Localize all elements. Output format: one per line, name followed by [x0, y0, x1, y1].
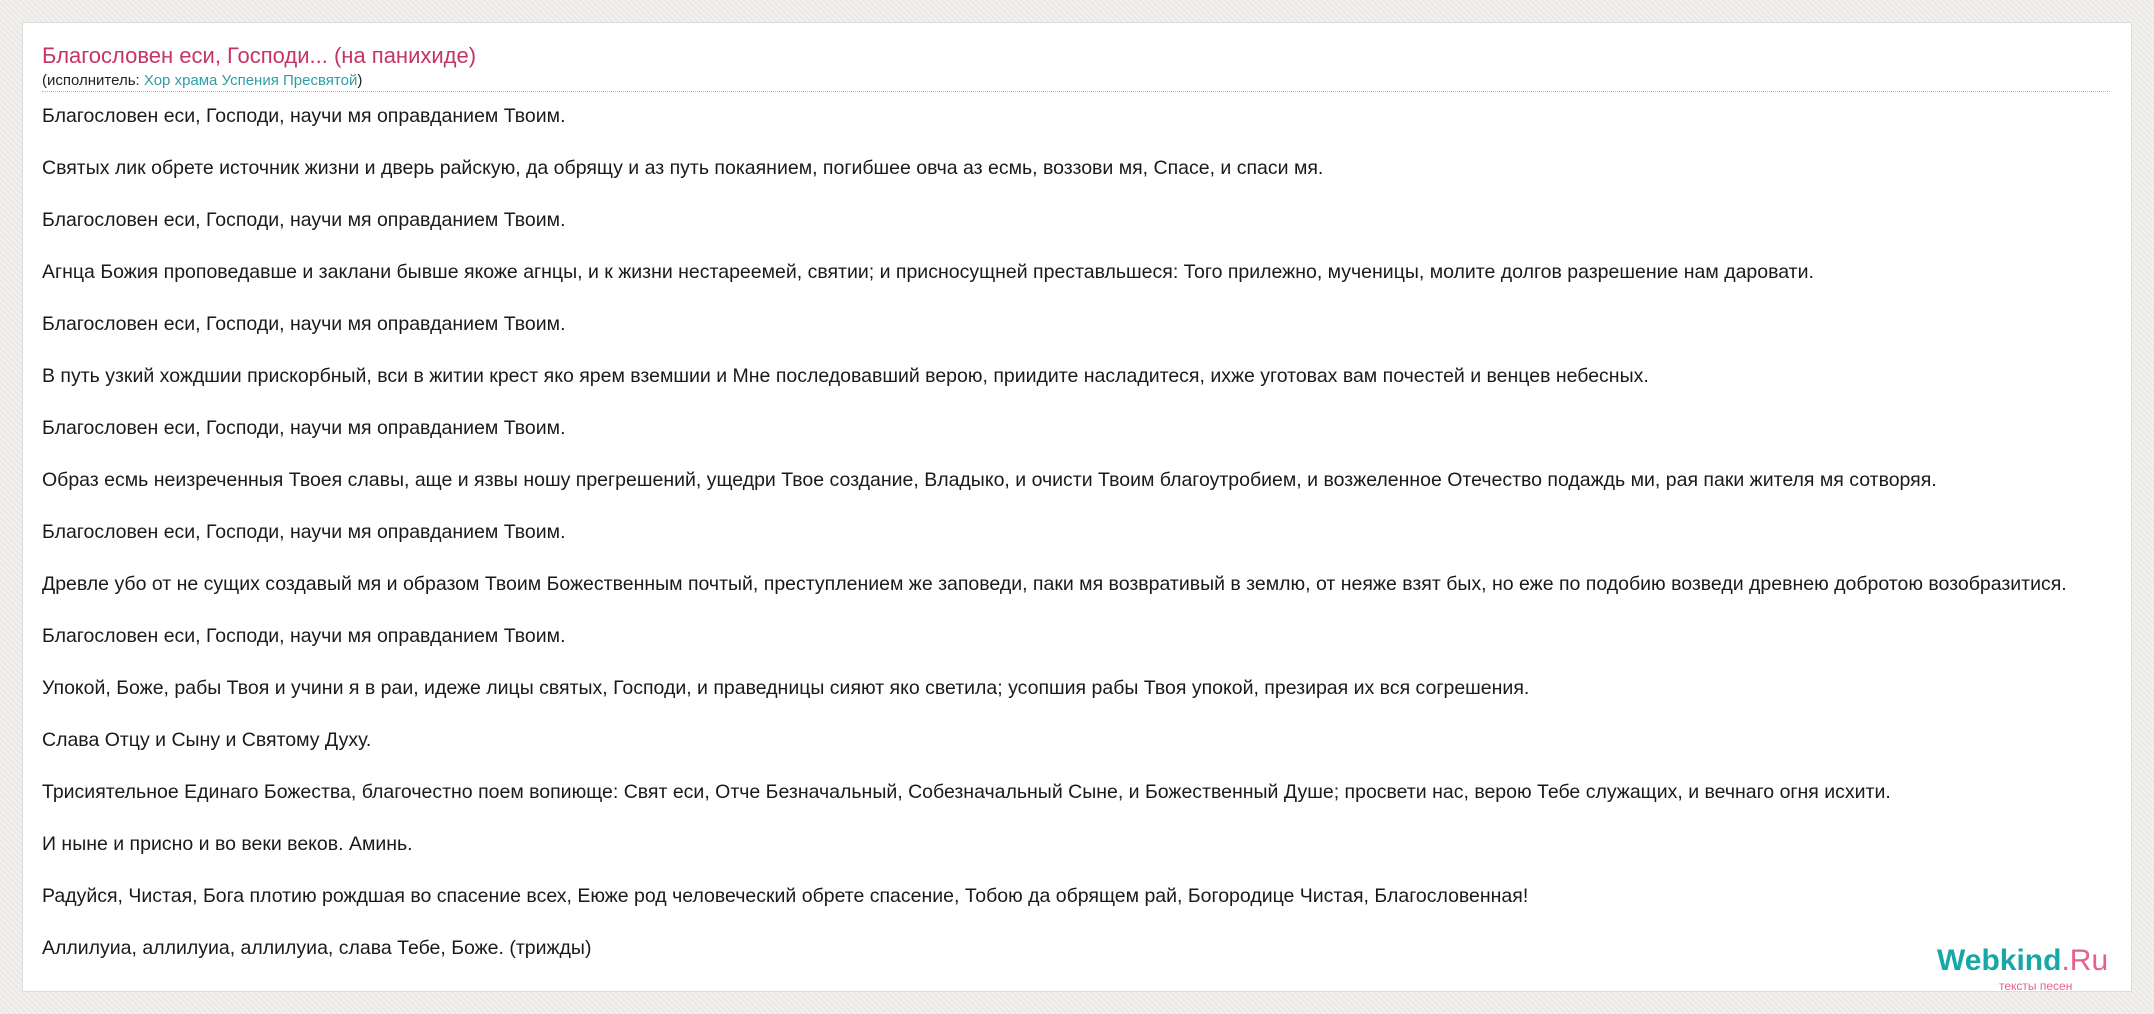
song-title: Благословен еси, Господи... (на панихиде)	[42, 43, 477, 68]
lyric-line: Радуйся, Чистая, Бога плотию рождшая во спасение всех, Еюже род человеческий обрете спасение, Тобою да обрящем рай, Богородице Чистая, Благословенная!	[42, 885, 1529, 907]
logo-tld-text: .Ru	[2061, 944, 2109, 977]
lyric-line: Древле убо от не сущих создавый мя и образом Твоим Божественным почтый, преступлением же заповеди, паки мя возвративый в землю, от неяже взят бых, но еже по подобию возведи древнею добротою возобразитися.	[42, 573, 2067, 595]
performer-prefix: (исполнитель:	[42, 72, 144, 89]
lyric-line: Благословен еси, Господи, научи мя оправданием Твоим.	[42, 105, 566, 127]
performer-suffix: )	[357, 72, 363, 89]
lyric-line: В путь узкий хождшии прискорбный, вси в житии крест яко ярем вземшии и Мне последовавший верою, приидите насладитеся, ихже уготовах вам почестей и венцев небесных.	[42, 365, 1649, 387]
lyric-line: Слава Отцу и Сыну и Святому Духу.	[42, 729, 372, 751]
webkind-logo-link[interactable]	[1937, 946, 2127, 996]
lyric-line: Благословен еси, Господи, научи мя оправданием Твоим.	[42, 313, 566, 335]
lyric-line: Благословен еси, Господи, научи мя оправданием Твоим.	[42, 209, 566, 231]
lyric-line: Образ есмь неизреченныя Твоея славы, аще и язвы ношу прегрешений, ущедри Твое создание, Владыко, и очисти Твоим благоутробием, и возжеленное Отечество подаждь ми, рая паки жителя мя сотворяя.	[42, 469, 1937, 491]
performer-link[interactable]: Хор храма Успения Пресвятой	[143, 72, 358, 89]
lyric-line: Аллилуиа, аллилуиа, аллилуиа, слава Тебе, Боже. (трижды)	[42, 937, 592, 959]
webkind-logo	[1937, 946, 2127, 976]
lyric-line: Упокой, Боже, рабы Твоя и учини я в раи, идеже лицы святых, Господи, и праведницы сияют яко светила; усопшия рабы Твоя упокой, презирая их вся согрешения.	[42, 677, 1530, 699]
lyric-line: Благословен еси, Господи, научи мя оправданием Твоим.	[42, 625, 566, 647]
song-header	[42, 43, 2110, 92]
performer-line	[42, 72, 2110, 90]
lyric-line: Агнца Божия проповедавше и заклани бывше якоже агнцы, и к жизни нестареемей, святии; и присносущней преставльшеся: Того прилежно, мученицы, молите долгов разрешение нам даровати.	[42, 261, 1814, 283]
logo-brand-text: Webkind	[1937, 944, 2062, 977]
lyrics-panel	[22, 22, 2132, 992]
lyric-line: Благословен еси, Господи, научи мя оправданием Твоим.	[42, 521, 566, 543]
lyric-line: Трисиятельное Единаго Божества, благочестно поем вопиюще: Свят еси, Отче Безначальный, Собезначальный Сыне, и Божественный Душе; просвети нас, верою Тебе служащих, и вечнаго огня исхити.	[42, 781, 1891, 803]
logo-tagline: тексты песен	[1999, 979, 2073, 993]
lyrics-text	[42, 105, 2110, 960]
lyric-line: Святых лик обрете источник жизни и дверь райскую, да обрящу и аз путь покаянием, погибшее овча аз есмь, воззови мя, Спасе, и спаси мя.	[42, 157, 1324, 179]
lyric-line: И ныне и присно и во веки веков. Аминь.	[42, 833, 413, 855]
lyric-line: Благословен еси, Господи, научи мя оправданием Твоим.	[42, 417, 566, 439]
